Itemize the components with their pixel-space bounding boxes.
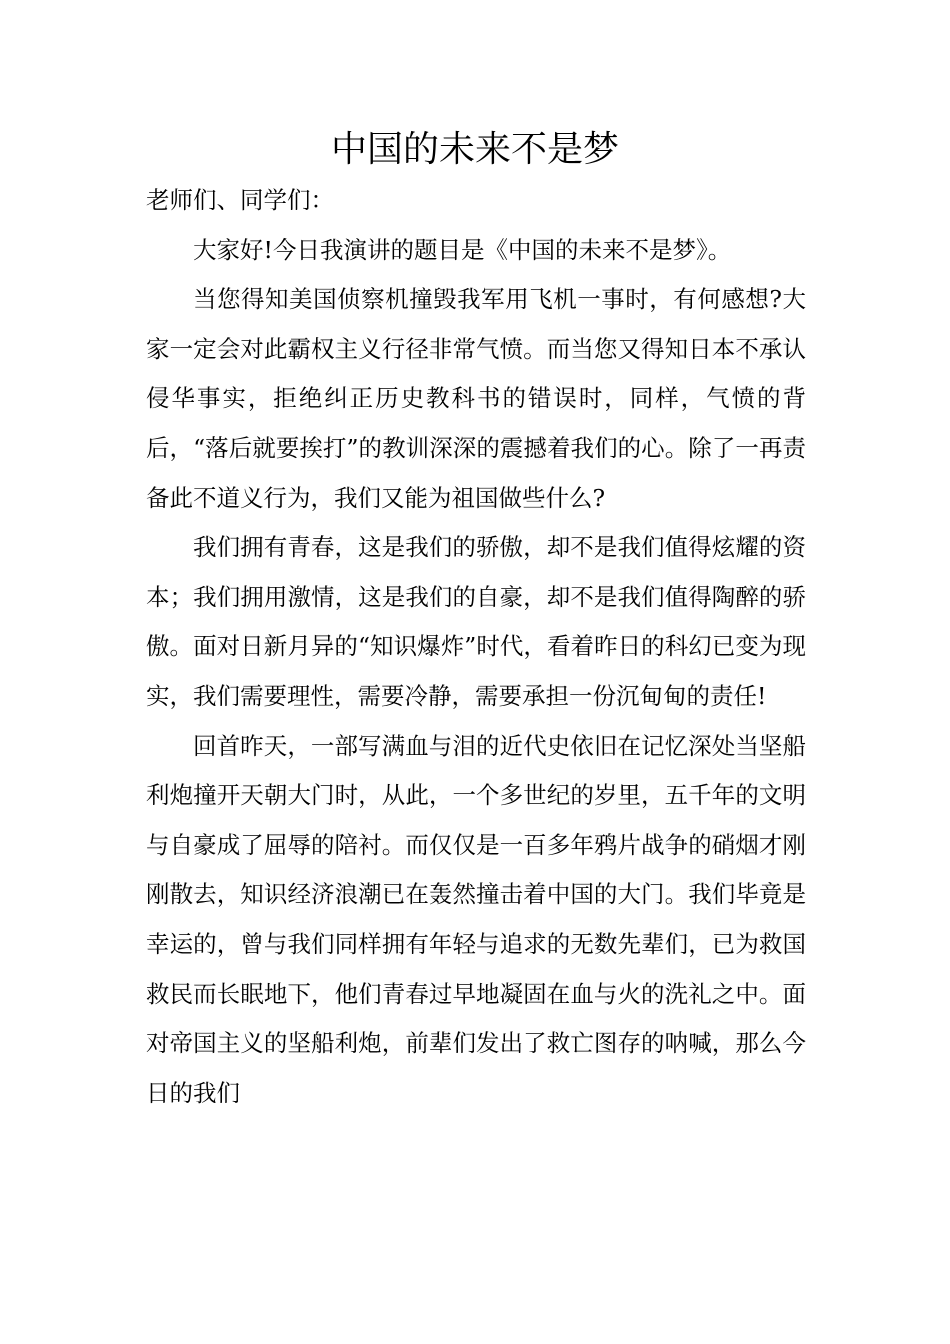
document-title: 中国的未来不是梦 <box>330 129 619 170</box>
salutation: 老师们、同学们： <box>146 186 334 214</box>
paragraph-youth: 我们拥有青春，这是我们的骄傲，却不是我们值得炫耀的资本；我们拥用激情，这是我们的自豪，却不是我们值得陶醉的骄傲。面对日新月异的“知识爆炸”时代，看着昨日的科幻已变为现实，我们需要理性，需要冷静，需要承担一份沉甸甸的责任! <box>146 533 806 710</box>
paragraph-greeting: 大家好!今日我演讲的题目是《中国的未来不是梦》。 <box>193 235 732 264</box>
paragraph-events: 当您得知美国侦察机撞毁我军用飞机一事时，有何感想?大家一定会对此霸权主义行径非常气愤。而当您又得知日本不承认侵华事实，拒绝纠正历史教科书的错误时，同样，气愤的背后，“落后就要挨打”的教训深深的震撼着我们的心。除了一再责备此不道义行为，我们又能为祖国做些什么? <box>146 285 806 512</box>
document-body <box>146 176 806 1118</box>
paragraph-history: 回首昨天，一部写满血与泪的近代史依旧在记忆深处当坚船利炮撞开天朝大门时，从此，一个多世纪的岁里，五千年的文明与自豪成了屈辱的陪衬。而仅仅是一百多年鸦片战争的硝烟才刚刚散去，知识经济浪潮已在轰然撞击着中国的大门。我们毕竟是幸运的，曾与我们同样拥有年轻与追求的无数先辈们，已为救国救民而长眠地下，他们青春过早地凝固在血与火的洗礼之中。面对帝国主义的坚船利炮，前辈们发出了救亡图存的呐喊，那么今日的我们 <box>146 731 806 1107</box>
